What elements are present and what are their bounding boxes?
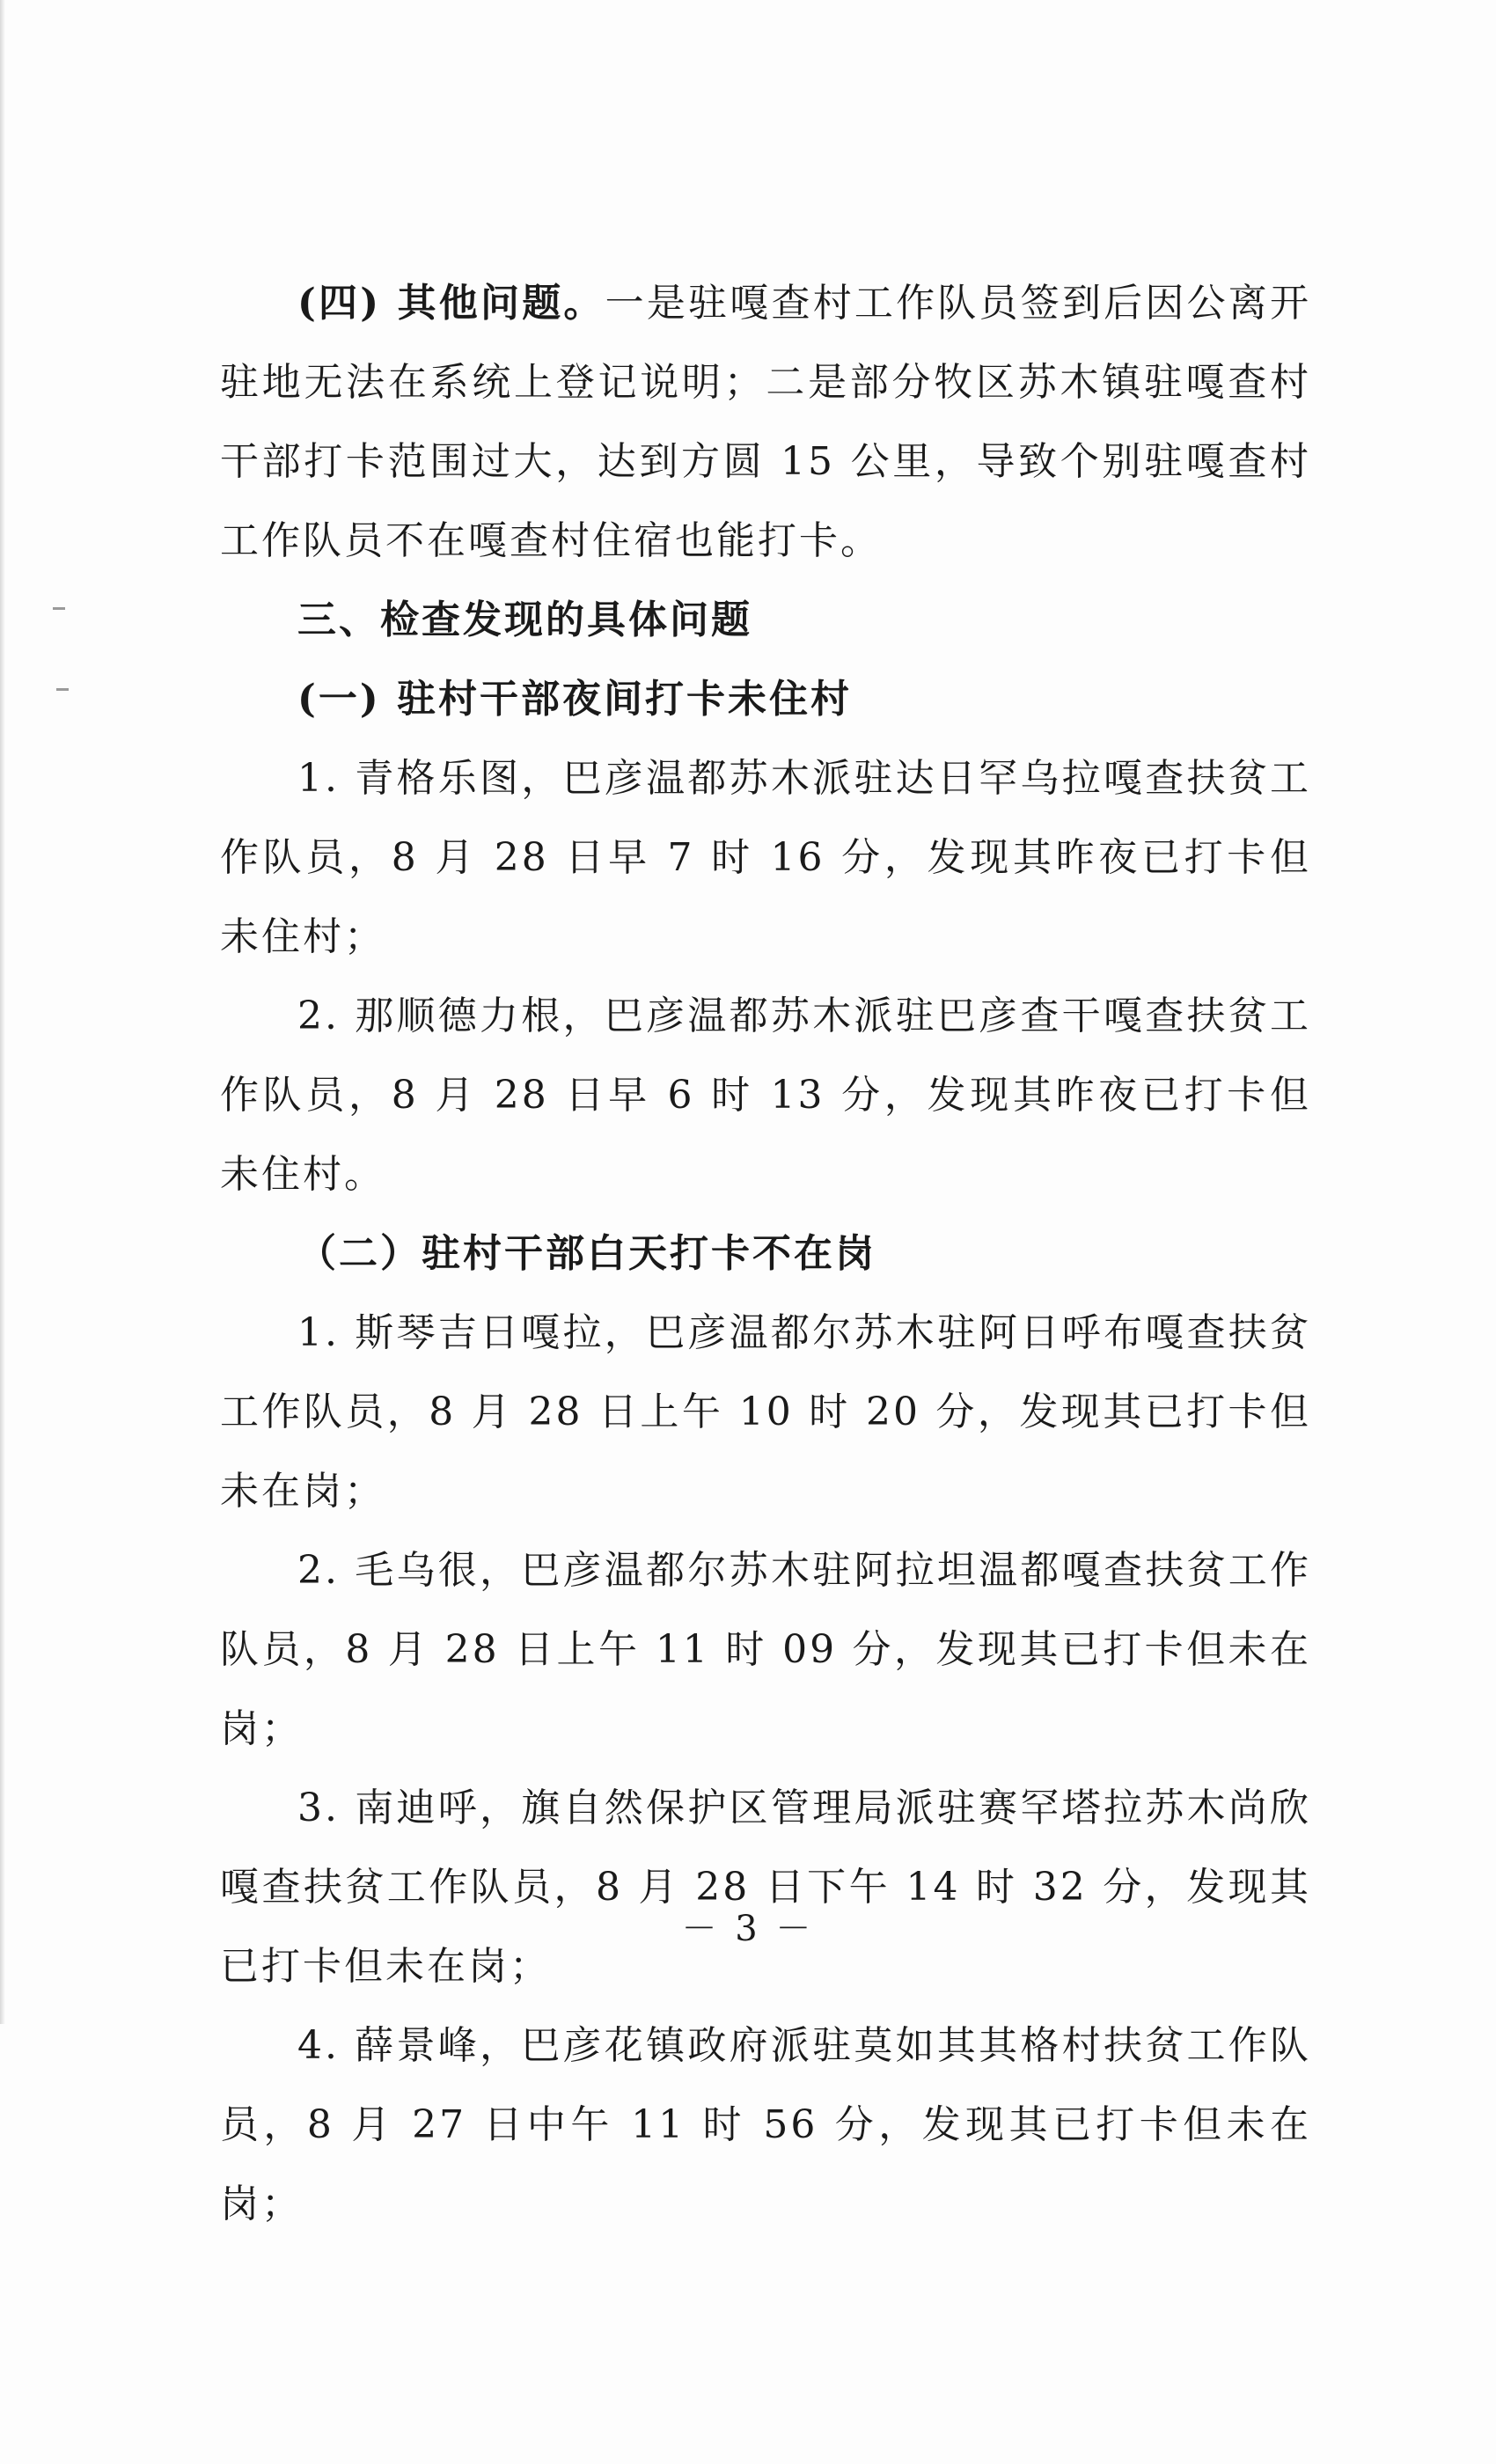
list-item: 3. 南迪呼，旗自然保护区管理局派驻赛罕塔拉苏木尚欣嘎查扶贫工作队员，8 月 28 日下午 14 时 32 分，发现其已打卡但未在岗； — [220, 1786, 1311, 1989]
list-item: 4. 薛景峰，巴彦花镇政府派驻莫如其其格村扶贫工作队员，8 月 27 日中午 11 时 56 分，发现其已打卡但未在岗； — [220, 2023, 1311, 2226]
scan-speck — [53, 607, 65, 610]
subsection-heading-day: （二）驻村干部白天打卡不在岗 — [297, 1231, 876, 1276]
list-item: 1. 青格乐图，巴彦温都苏木派驻达日罕乌拉嘎查扶贫工作队员，8 月 28 日早 7 时 16 分，发现其昨夜已打卡但未住村； — [220, 756, 1311, 959]
subsection-heading-night: (一) 驻村干部夜间打卡未住村 — [297, 677, 852, 722]
scan-speck — [56, 688, 69, 691]
list-item: 2. 那顺德力根，巴彦温都苏木派驻巴彦查干嘎查扶贫工作队员，8 月 28 日早 6 时 13 分，发现其昨夜已打卡但未住村。 — [220, 994, 1311, 1197]
page-number: － 3 － — [681, 1909, 815, 1949]
paragraph-other-issues — [220, 264, 1311, 581]
other-issues-text: 一是驻嘎查村工作队员签到后因公离开驻地无法在系统上登记说明；二是部分牧区苏木镇驻嘎查村干部打卡范围过大，达到方圆 15 公里，导致个别驻嘎查村工作队员不在嘎查村住宿也能打卡。 — [220, 281, 1311, 563]
section-heading: 三、检查发现的具体问题 — [297, 598, 752, 642]
scan-edge-shadow — [0, 0, 5, 2024]
list-item: 1. 斯琴吉日嘎拉，巴彦温都尔苏木驻阿日呼布嘎查扶贫工作队员，8 月 28 日上午 10 时 20 分，发现其已打卡但未在岗； — [220, 1310, 1311, 1514]
list-item: 2. 毛乌很，巴彦温都尔苏木驻阿拉坦温都嘎查扶贫工作队员，8 月 28 日上午 11 时 09 分，发现其已打卡但未在岗； — [220, 1548, 1311, 1751]
other-issues-lead: (四) 其他问题。 — [297, 281, 605, 326]
